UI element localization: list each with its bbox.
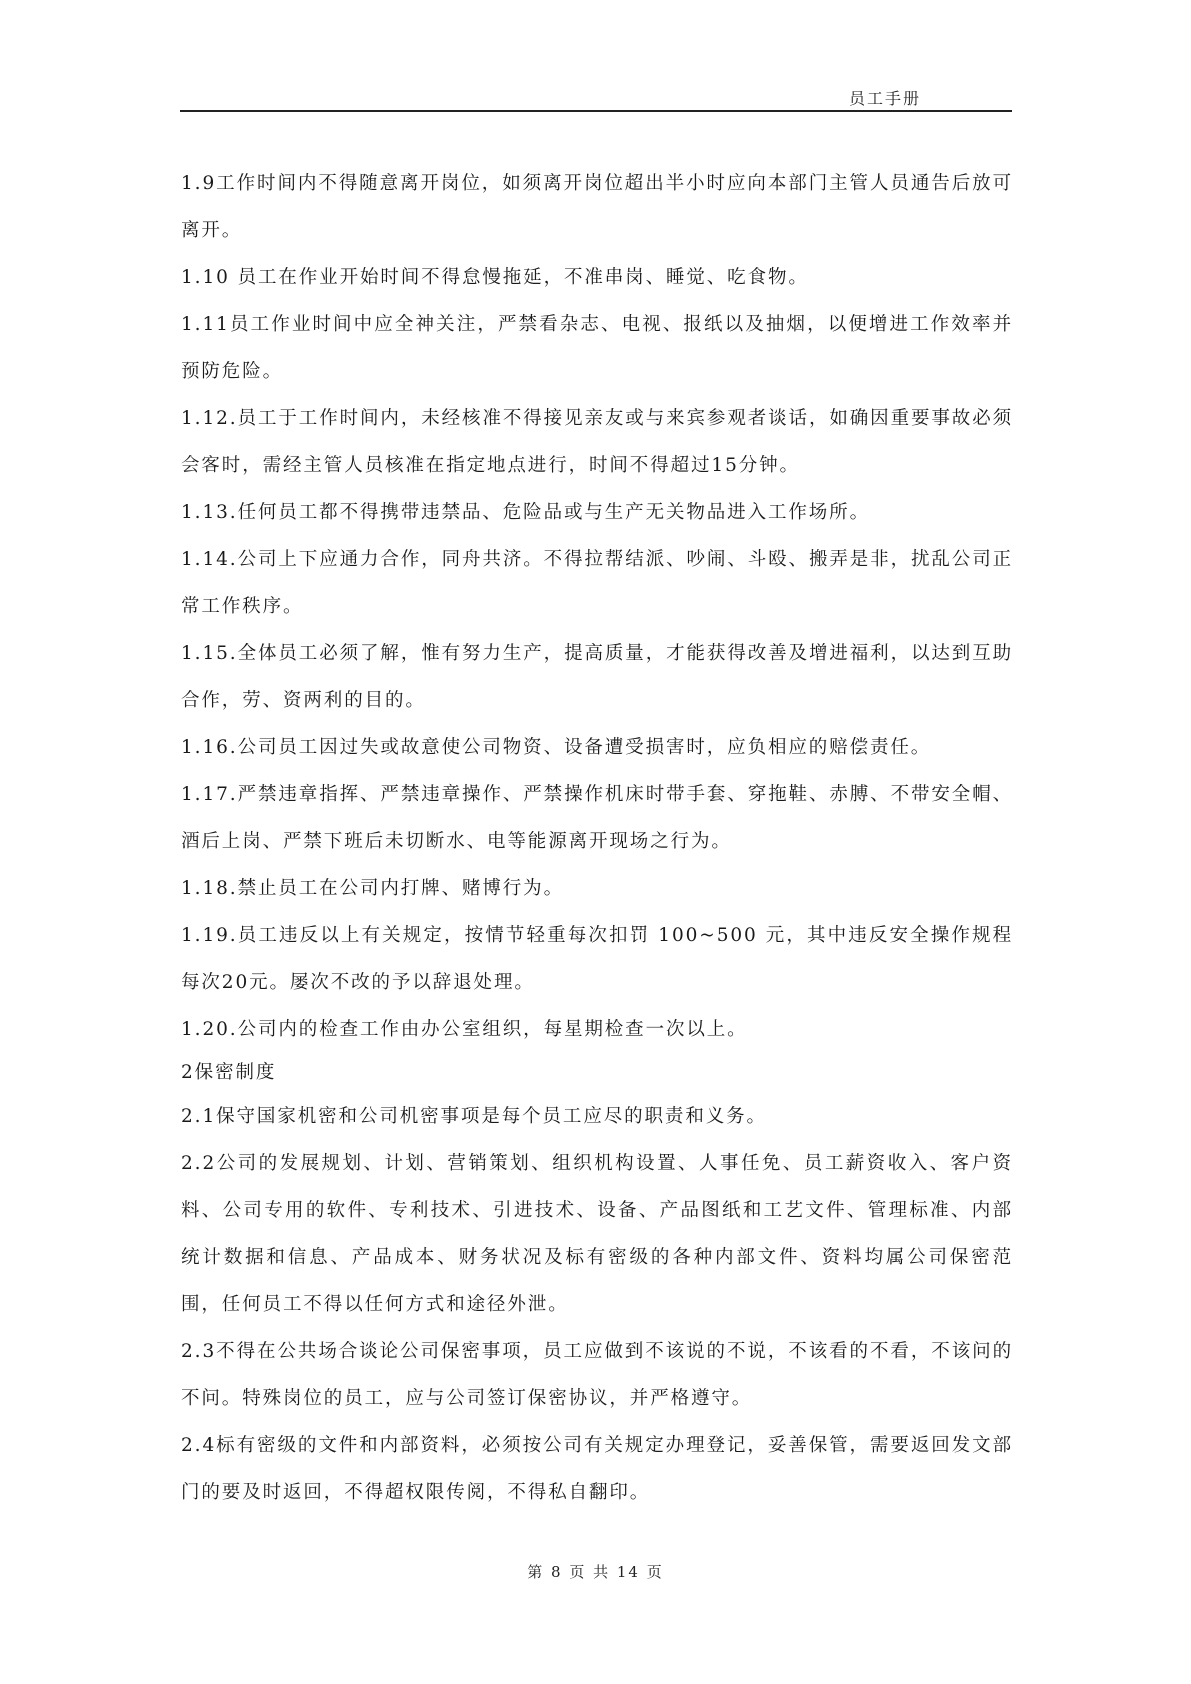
rule-2-1: 2.1保守国家机密和公司机密事项是每个员工应尽的职责和义务。: [181, 1106, 767, 1127]
rule-1-16: 1.16.公司员工因过失或故意使公司物资、设备遭受损害时，应负相应的赔偿责任。: [181, 737, 932, 758]
rule-1-11: 1.11员工作业时间中应全神关注，严禁看杂志、电视、报纸以及抽烟，以便增进工作效率并预防危险。: [181, 314, 1013, 382]
rule-1-14: 1.14.公司上下应通力合作，同舟共济。不得拉帮结派、吵闹、斗殴、搬弄是非，扰乱公司正常工作秩序。: [181, 549, 1013, 617]
rule-1-17: 1.17.严禁违章指挥、严禁违章操作、严禁操作机床时带手套、穿拖鞋、赤膊、不带安全帽、酒后上岗、严禁下班后未切断水、电等能源离开现场之行为。: [181, 784, 1013, 852]
rule-1-10: 1.10 员工在作业开始时间不得怠慢拖延，不准串岗、睡觉、吃食物。: [181, 267, 809, 288]
rule-1-15: 1.15.全体员工必须了解，惟有努力生产，提高质量，才能获得改善及增进福利，以达到互助合作，劳、资两利的目的。: [181, 643, 1013, 711]
rule-1-13: 1.13.任何员工都不得携带违禁品、危险品或与生产无关物品进入工作场所。: [181, 502, 870, 523]
rule-1-12: 1.12.员工于工作时间内，未经核准不得接见亲友或与来宾参观者谈话，如确因重要事故必须会客时，需经主管人员核准在指定地点进行，时间不得超过15分钟。: [181, 408, 1013, 476]
rule-2-2: 2.2公司的发展规划、计划、营销策划、组织机构设置、人事任免、员工薪资收入、客户资料、公司专用的软件、专利技术、引进技术、设备、产品图纸和工艺文件、管理标准、内部统计数据和信息、产品成本、财务状况及标有密级的各种内部文件、资料均属公司保密范围，任何员工不得以任何方式和途径外泄。: [181, 1153, 1013, 1315]
running-header-title: 员工手册: [848, 89, 921, 108]
rule-1-18: 1.18.禁止员工在公司内打牌、赌博行为。: [181, 878, 564, 899]
rule-1-9: 1.9工作时间内不得随意离开岗位，如须离开岗位超出半小时应向本部门主管人员通告后放可离开。: [181, 173, 1013, 241]
header-divider: [180, 110, 1012, 112]
rule-2-4: 2.4标有密级的文件和内部资料，必须按公司有关规定办理登记，妥善保管，需要返回发文部门的要及时返回，不得超权限传阅，不得私自翻印。: [181, 1435, 1013, 1503]
section-heading-confidentiality: 2保密制度: [181, 1062, 277, 1083]
rule-1-20: 1.20.公司内的检查工作由办公室组织，每星期检查一次以上。: [181, 1019, 748, 1040]
rule-2-3: 2.3不得在公共场合谈论公司保密事项，员工应做到不该说的不说，不该看的不看，不该问的不问。特殊岗位的员工，应与公司签订保密协议，并严格遵守。: [181, 1341, 1013, 1409]
rule-1-19: 1.19.员工违反以上有关规定，按情节轻重每次扣罚 100~500 元，其中违反安全操作规程每次20元。屡次不改的予以辞退处理。: [181, 925, 1013, 993]
document-body: [181, 160, 1013, 1516]
page-number: 第 8 页 共 14 页: [527, 1563, 664, 1581]
